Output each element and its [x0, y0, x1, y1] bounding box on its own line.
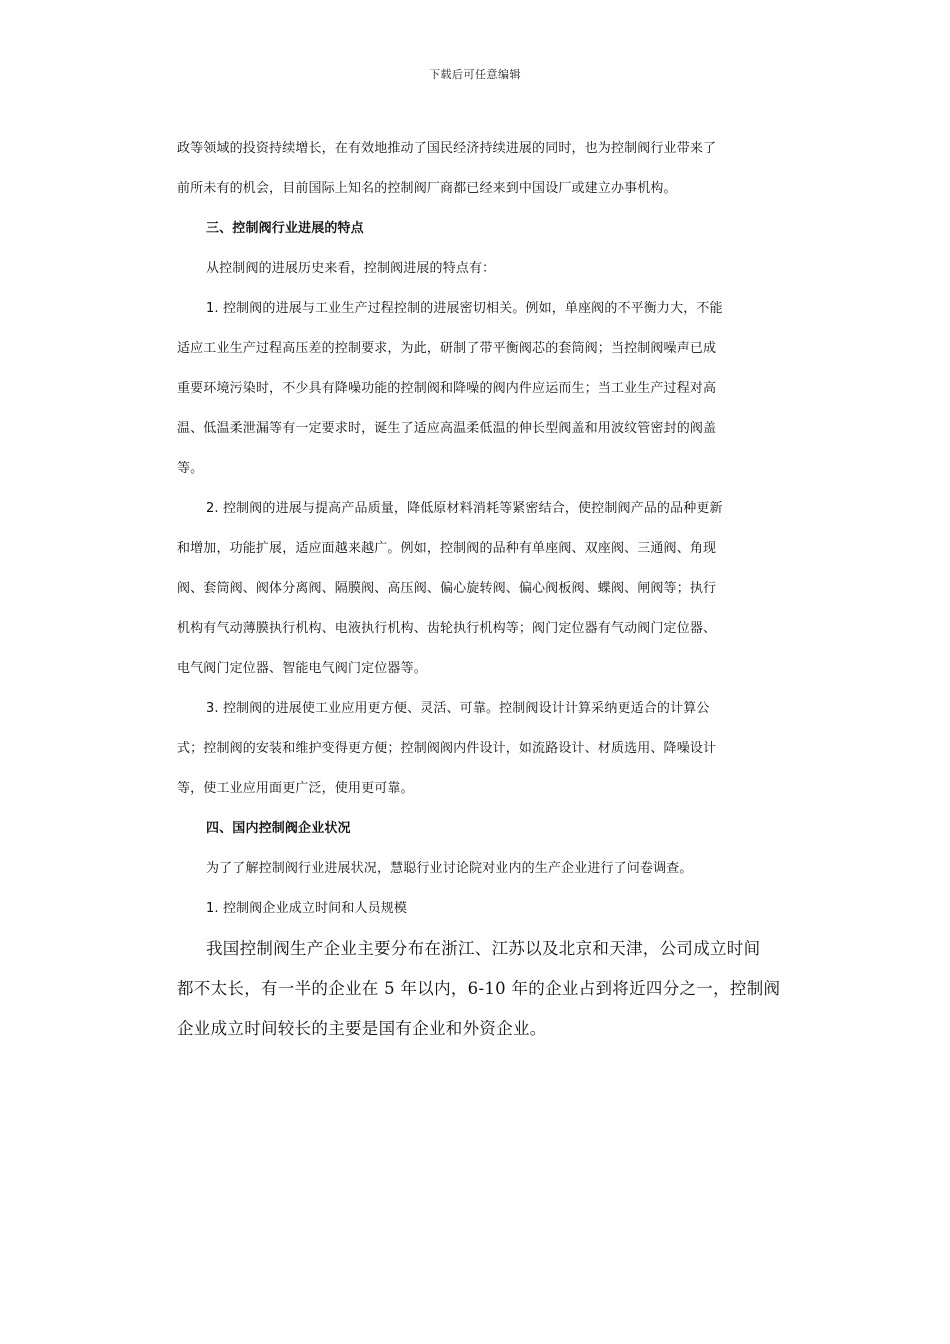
paragraph-line: 1. 控制阀的进展与工业生产过程控制的进展密切相关。例如，单座阀的不平衡力大，不能 [206, 301, 723, 316]
paragraph-line: 电气阀门定位器、智能电气阀门定位器等。 [177, 661, 427, 676]
section-heading: 四、国内控制阀企业状况 [206, 821, 351, 836]
paragraph-line: 我国控制阀生产企业主要分布在浙江、江苏以及北京和天津，公司成立时间 [206, 939, 761, 958]
paragraph-line: 政等领域的投资持续增长，在有效地推动了国民经济持续进展的同时，也为控制阀行业带来了 [177, 141, 717, 156]
paragraph-line: 重要环境污染时，不少具有降噪功能的控制阀和降噪的阀内件应运而生；当工业生产过程对高 [177, 381, 717, 396]
paragraph-line: 机构有气动薄膜执行机构、电液执行机构、齿轮执行机构等；阀门定位器有气动阀门定位器、 [177, 621, 717, 636]
paragraph-line: 等。 [177, 461, 204, 476]
paragraph-line: 等，使工业应用面更广泛，使用更可靠。 [177, 781, 414, 796]
section-heading: 三、控制阀行业进展的特点 [206, 221, 364, 236]
subsection-heading: 1. 控制阀企业成立时间和人员规模 [206, 901, 408, 916]
paragraph-line: 3. 控制阀的进展使工业应用更方便、灵活、可靠。控制阀设计计算采纳更适合的计算公 [206, 701, 710, 716]
paragraph-line: 从控制阀的进展历史来看，控制阀进展的特点有： [206, 261, 496, 276]
paragraph-line: 前所未有的机会，目前国际上知名的控制阀厂商都已经来到中国设厂或建立办事机构。 [177, 181, 677, 196]
paragraph-line: 式；控制阀的安装和维护变得更方便；控制阀阀内件设计，如流路设计、材质选用、降噪设计 [177, 741, 717, 756]
paragraph-line: 为了了解控制阀行业进展状况，慧聪行业讨论院对业内的生产企业进行了问卷调查。 [206, 861, 693, 876]
paragraph-line: 温、低温柔泄漏等有一定要求时，诞生了适应高温柔低温的伸长型阀盖和用波纹管密封的阀盖 [177, 421, 717, 436]
paragraph-line: 阀、套筒阀、阀体分离阀、隔膜阀、高压阀、偏心旋转阀、偏心阀板阀、蝶阀、闸阀等；执行 [177, 581, 717, 596]
paragraph-line: 和增加，功能扩展，适应面越来越广。例如，控制阀的品种有单座阀、双座阀、三通阀、角现 [177, 541, 717, 556]
paragraph-line: 都不太长，有一半的企业在 5 年以内，6-10 年的企业占到将近四分之一，控制阀 [177, 979, 781, 998]
paragraph-line: 企业成立时间较长的主要是国有企业和外资企业。 [177, 1019, 547, 1038]
page-header: 下载后可任意编辑 [429, 68, 521, 81]
paragraph-line: 2. 控制阀的进展与提高产品质量，降低原材料消耗等紧密结合，使控制阀产品的品种更新 [206, 501, 723, 516]
document-body [177, 129, 781, 1049]
paragraph-line: 适应工业生产过程高压差的控制要求，为此，研制了带平衡阀芯的套筒阀；当控制阀噪声已成 [177, 341, 717, 356]
